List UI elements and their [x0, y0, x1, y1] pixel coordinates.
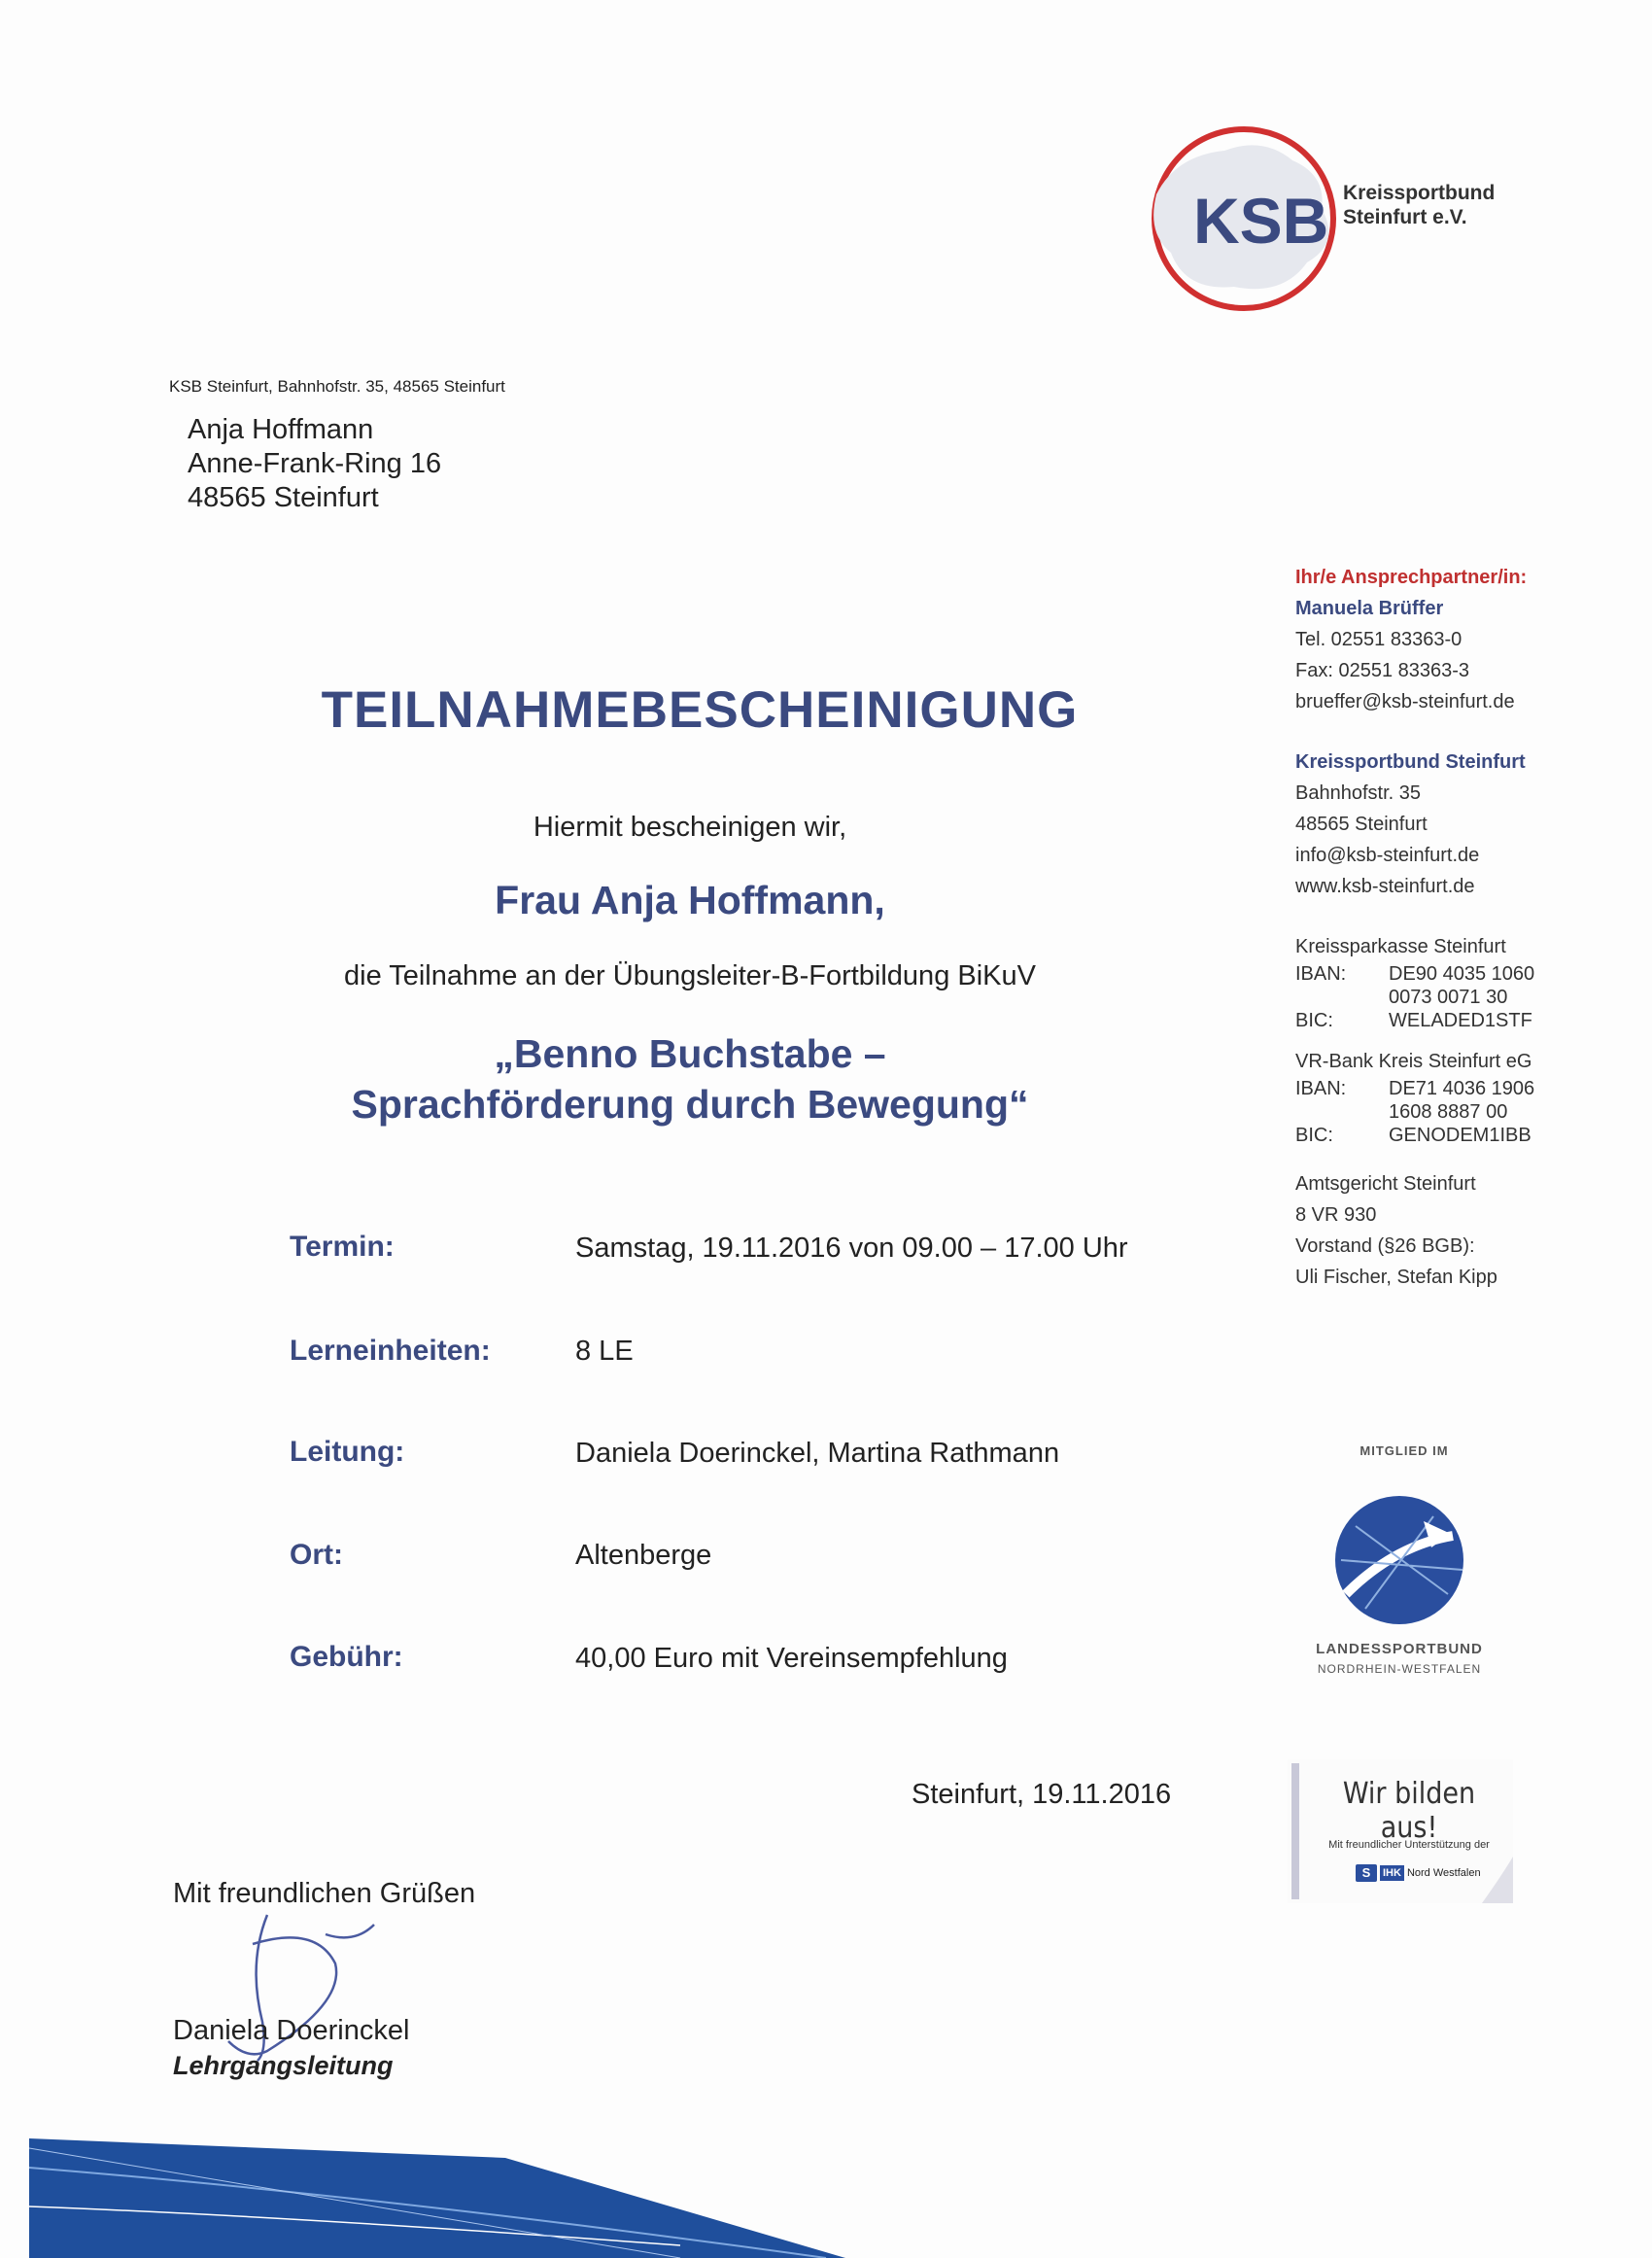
bank2-details — [1295, 1077, 1626, 1147]
bank1-iban-line1: DE90 4035 1060 — [1389, 963, 1535, 985]
detail-value-lerneinheiten: 8 LE — [575, 1336, 634, 1367]
detail-label-termin: Termin: — [290, 1231, 395, 1263]
contact-sidebar — [1295, 562, 1626, 1293]
contact-heading: Ihr/e Ansprechpartner/in: — [1295, 567, 1528, 588]
detail-value-ort: Altenberge — [575, 1540, 712, 1571]
lsb-name-line2: NORDRHEIN-WESTFALEN — [1317, 1662, 1482, 1676]
participant-name: Frau Anja Hoffmann, — [495, 878, 885, 922]
ksb-logo — [1118, 117, 1506, 321]
training-badge-title: Wir bilden aus! — [1342, 1777, 1476, 1845]
org-name: Kreissportbund Steinfurt — [1295, 751, 1526, 773]
footer-graphic — [0, 2138, 1652, 2258]
org-web: www.ksb-steinfurt.de — [1295, 876, 1475, 897]
membership-label: MITGLIED IM — [1359, 1443, 1449, 1458]
course-title-line2: Sprachförderung durch Bewegung“ — [351, 1082, 1029, 1127]
ksb-initials: KSB — [1193, 185, 1329, 257]
bank2-bic: GENODEM1IBB — [1389, 1125, 1532, 1146]
intro-text: Hiermit bescheinigen wir, — [533, 812, 847, 843]
bank2-iban-line1: DE71 4036 1906 — [1389, 1078, 1535, 1099]
bank2-iban-label: IBAN: — [1295, 1078, 1347, 1099]
ihk-region: Nord Westfalen — [1406, 1867, 1481, 1879]
recipient-name: Anja Hoffmann — [188, 414, 374, 445]
detail-label-lerneinheiten: Lerneinheiten: — [290, 1335, 491, 1367]
bank2-iban-line2: 1608 8887 00 — [1389, 1101, 1508, 1123]
detail-label-ort: Ort: — [290, 1539, 343, 1571]
contact-fax: Fax: 02551 83363-3 — [1295, 660, 1470, 681]
course-title — [107, 1028, 1273, 1129]
contact-email: brueffer@ksb-steinfurt.de — [1295, 691, 1515, 712]
closing-greeting: Mit freundlichen Grüßen — [173, 1878, 476, 1909]
course-title-line1: „Benno Buchstabe – — [494, 1031, 886, 1076]
detail-label-leitung: Leitung: — [290, 1436, 405, 1468]
ihk-label: IHK — [1380, 1865, 1404, 1881]
board-names: Uli Fischer, Stefan Kipp — [1295, 1267, 1497, 1288]
ksb-org-line1: Kreissportbund — [1343, 182, 1496, 204]
place-date: Steinfurt, 19.11.2016 — [912, 1779, 1172, 1810]
org-email: info@ksb-steinfurt.de — [1295, 845, 1480, 866]
signer-name: Daniela Doerinckel — [173, 2015, 410, 2046]
ksb-org-line2: Steinfurt e.V. — [1343, 206, 1467, 228]
bank1-iban-label: IBAN: — [1295, 963, 1347, 985]
lsb-name-line1: LANDESSPORTBUND — [1316, 1641, 1483, 1657]
document-title: TEILNAHMEBESCHEINIGUNG — [321, 681, 1079, 739]
bank1-details — [1295, 962, 1626, 1032]
training-badge-subtitle: Mit freundlicher Unterstützung der — [1328, 1839, 1490, 1851]
detail-value-gebuehr: 40,00 Euro mit Vereinsempfehlung — [575, 1643, 1008, 1674]
bank1-bic-label: BIC: — [1295, 1010, 1333, 1031]
landessportbund-logo — [1326, 1487, 1472, 1633]
bank1-name: Kreissparkasse Steinfurt — [1295, 936, 1506, 957]
course-intro: die Teilnahme an der Übungsleiter-B-Fortbildung BiKuV — [344, 960, 1036, 991]
org-city: 48565 Steinfurt — [1295, 814, 1428, 835]
register: 8 VR 930 — [1295, 1204, 1377, 1226]
bank1-bic: WELADED1STF — [1389, 1010, 1532, 1031]
recipient-street: Anne-Frank-Ring 16 — [188, 448, 442, 479]
detail-value-leitung: Daniela Doerinckel, Martina Rathmann — [575, 1438, 1060, 1469]
recipient-address — [188, 413, 441, 515]
org-street: Bahnhofstr. 35 — [1295, 782, 1421, 804]
ihk-s-icon: S — [1356, 1864, 1377, 1882]
court: Amtsgericht Steinfurt — [1295, 1173, 1476, 1195]
ihk-logo — [1356, 1864, 1481, 1882]
contact-name: Manuela Brüffer — [1295, 598, 1444, 619]
board-label: Vorstand (§26 BGB): — [1295, 1235, 1475, 1257]
detail-value-termin: Samstag, 19.11.2016 von 09.00 – 17.00 Uhr — [575, 1233, 1128, 1264]
signer-role: Lehrgangsleitung — [173, 2051, 394, 2080]
bank2-bic-label: BIC: — [1295, 1125, 1333, 1146]
contact-tel: Tel. 02551 83363-0 — [1295, 629, 1463, 650]
recipient-city: 48565 Steinfurt — [188, 482, 379, 513]
sender-line: KSB Steinfurt, Bahnhofstr. 35, 48565 Steinfurt — [169, 377, 505, 396]
detail-label-gebuehr: Gebühr: — [290, 1641, 403, 1673]
bank1-iban-line2: 0073 0071 30 — [1389, 987, 1508, 1008]
bank2-name: VR-Bank Kreis Steinfurt eG — [1295, 1051, 1532, 1072]
